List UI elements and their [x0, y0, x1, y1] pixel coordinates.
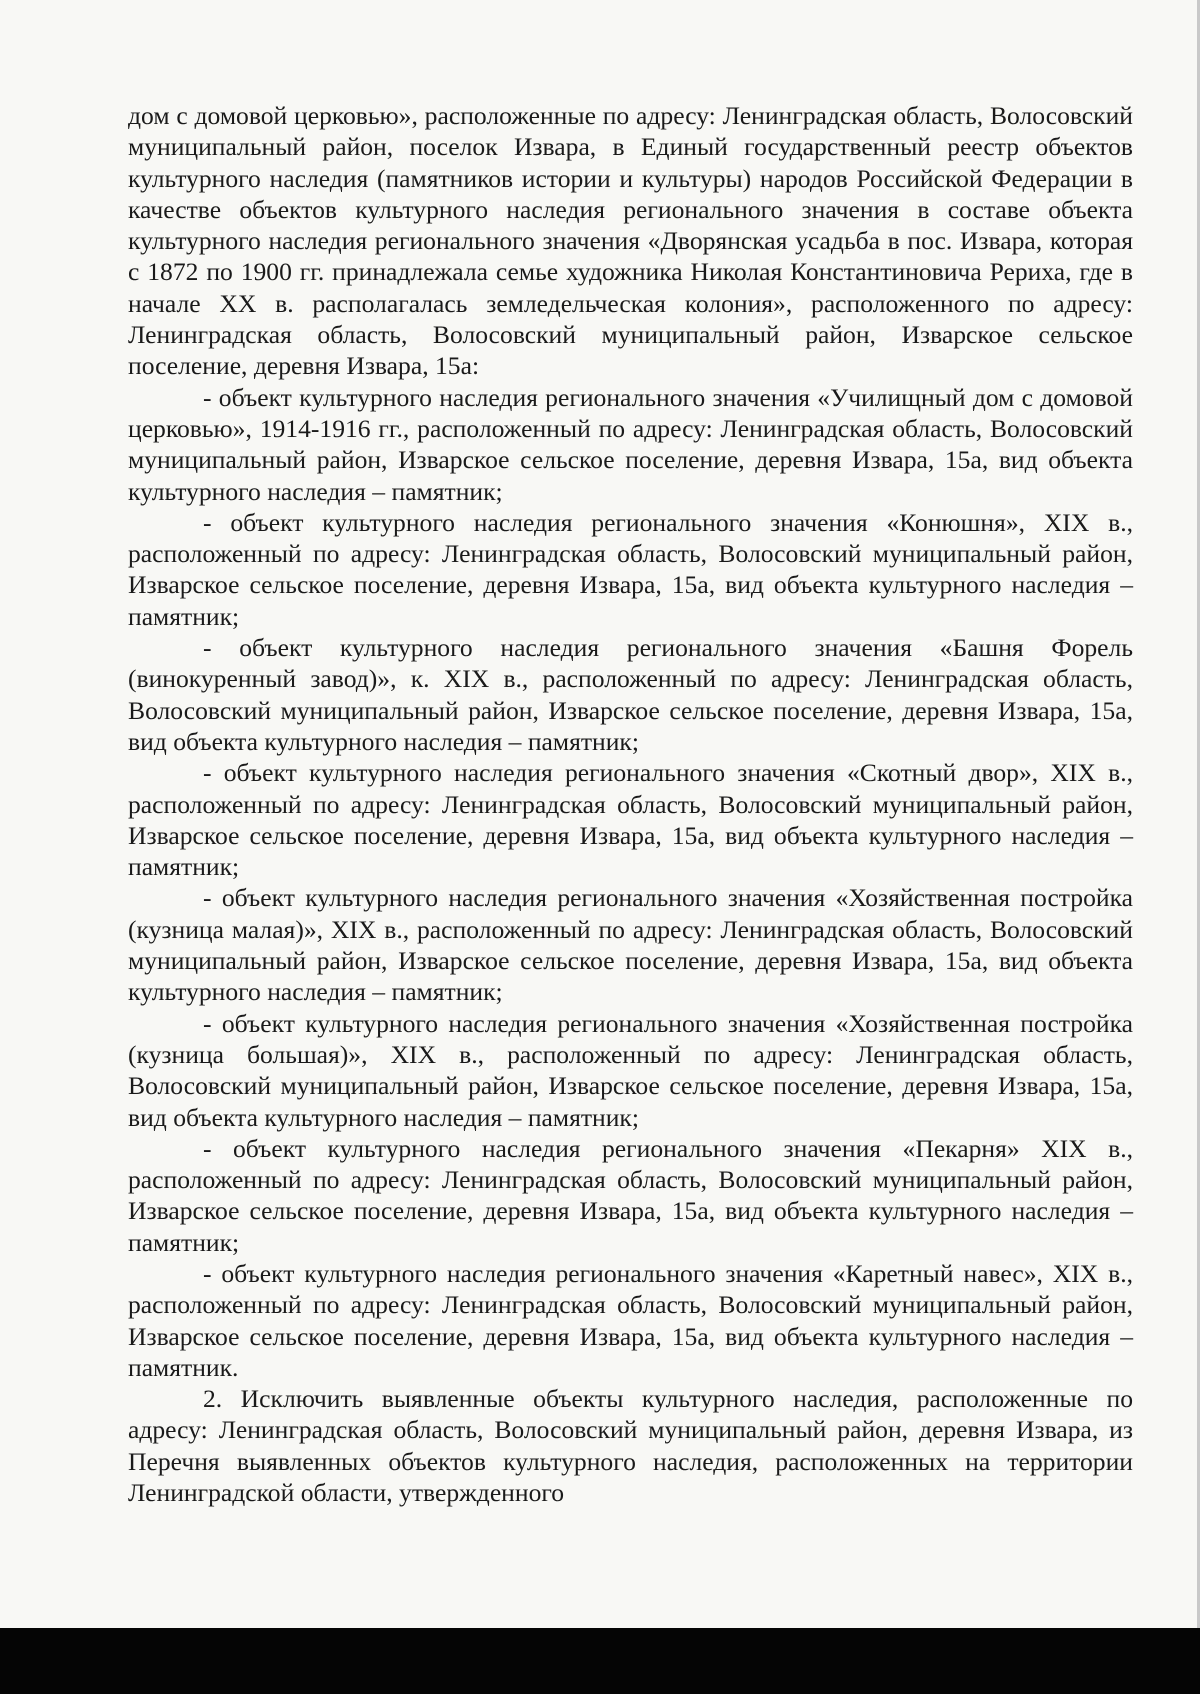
- list-item-konyushnya: - объект культурного наследия регионального значения «Конюшня», XIX в., расположенный по адресу: Ленинградская область, Волосовский муниципальный район, Изварское сельское поселение, деревня Извара, 15а, вид объекта культурного наследия – памятник;: [128, 507, 1133, 631]
- list-item-skotny-dvor: - объект культурного наследия регионального значения «Скотный двор», XIX в., расположенный по адресу: Ленинградская область, Волосовский муниципальный район, Изварское сельское поселение, деревня Извара, 15а, вид объекта культурного наследия – памятник;: [128, 758, 1133, 882]
- paragraph-item-2: 2. Исключить выявленные объекты культурного наследия, расположенные по адресу: Ленинградская область, Волосовский муниципальный район, деревня Извара, из Перечня выявленных объектов культурного наследия, расположенных на территории Ленинградской области, утвержденного: [128, 1384, 1133, 1508]
- list-item-bashnya-forel: - объект культурного наследия регионального значения «Башня Форель (винокуренный завод)», к. XIX в., расположенный по адресу: Ленинградская область, Волосовский муниципальный район, Изварское сельское поселение, деревня Извара, 15а, вид объекта культурного наследия – памятник;: [128, 633, 1133, 756]
- list-item-pekarnya: - объект культурного наследия регионального значения «Пекарня» XIX в., расположенный по адресу: Ленинградская область, Волосовский муниципальный район, Изварское сельское поселение, деревня Извара, 15а, вид объекта культурного наследия – памятник;: [128, 1133, 1133, 1257]
- list-item-uchilishchny-dom: - объект культурного наследия регионального значения «Училищный дом с домовой церковью», 1914-1916 гг., расположенный по адресу: Ленинградская область, Волосовский муниципальный район, Изварское сельское поселение, деревня Извара, 15а, вид объекта культурного наследия – памятник;: [128, 382, 1133, 506]
- list-item-kuznitsa-malaya: - объект культурного наследия регионального значения «Хозяйственная постройка (кузница малая)», XIX в., расположенный по адресу: Ленинградская область, Волосовский муниципальный район, Изварское сельское поселение, деревня Извара, 15а, вид объекта культурного наследия – памятник;: [128, 883, 1133, 1007]
- document-body: [128, 100, 1133, 1508]
- scan-bottom-band: [0, 1628, 1200, 1694]
- list-item-karetny-naves: - объект культурного наследия регионального значения «Каретный навес», XIX в., расположенный по адресу: Ленинградская область, Волосовский муниципальный район, Изварское сельское поселение, деревня Извара, 15а, вид объекта культурного наследия – памятник.: [128, 1258, 1133, 1382]
- paragraph-intro: дом с домовой церковью», расположенные по адресу: Ленинградская область, Волосовский муниципальный район, поселок Извара, в Единый государственный реестр объектов культурного наследия (памятников истории и культуры) народов Российской Федерации в качестве объектов культурного наследия регионального значения в составе объекта культурного наследия регионального значения «Дворянская усадьба в пос. Извара, которая с 1872 по 1900 гг. принадлежала семье художника Николая Константиновича Рериха, где в начале XX в. располагалась земледельческая колония», расположенного по адресу: Ленинградская область, Волосовский муниципальный район, Изварское сельское поселение, деревня Извара, 15а:: [128, 101, 1133, 381]
- list-item-kuznitsa-bolshaya: - объект культурного наследия регионального значения «Хозяйственная постройка (кузница большая)», XIX в., расположенный по адресу: Ленинградская область, Волосовский муниципальный район, Изварское сельское поселение, деревня Извара, 15а, вид объекта культурного наследия – памятник;: [128, 1008, 1133, 1132]
